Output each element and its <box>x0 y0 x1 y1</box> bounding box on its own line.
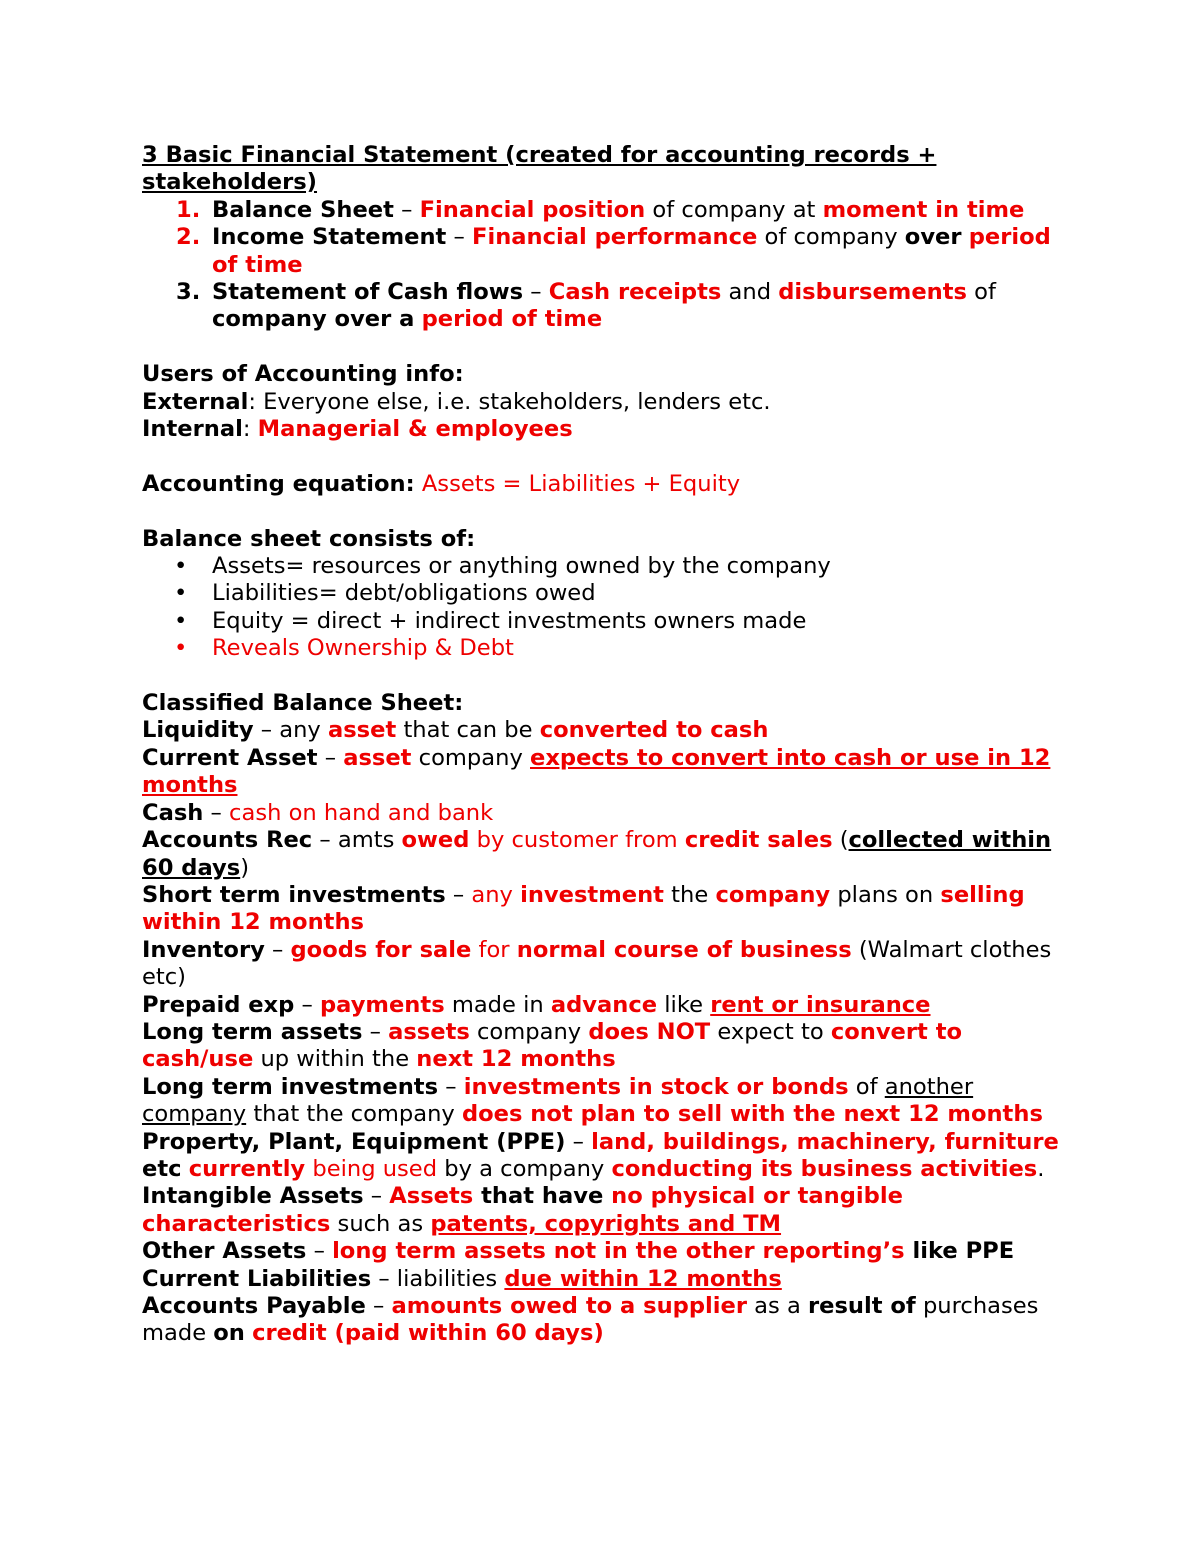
paragraph <box>142 690 1072 717</box>
highlighted-text: disbursements <box>778 279 967 306</box>
highlighted-text: assets <box>388 1018 470 1045</box>
blank-line <box>142 663 1072 690</box>
paragraph <box>142 1183 1072 1238</box>
highlighted-text: period of time <box>212 224 1051 278</box>
balance-sheet-bullets <box>142 553 1072 663</box>
highlighted-text: expects to convert into cash or use in 12 months <box>142 744 1051 799</box>
text-run: Equity = direct + indirect investments owners made <box>212 607 807 634</box>
bold-term: like PPE <box>904 1238 1015 1265</box>
bullet-icon: • <box>174 607 188 634</box>
highlighted-text: normal course of business <box>516 936 852 963</box>
highlighted-text: credit (paid within 60 days) <box>252 1320 604 1347</box>
highlighted-text: asset <box>327 717 397 744</box>
bullet-icon: • <box>174 580 188 607</box>
highlighted-text: Assets = Liabilities + Equity <box>421 470 741 497</box>
paragraph <box>142 471 1072 498</box>
text-run: made in <box>444 991 551 1018</box>
highlighted-text: credit sales <box>684 827 833 854</box>
text-run: Assets= resources or anything owned by the company <box>212 553 831 580</box>
paragraph <box>142 827 1072 882</box>
text-run: – <box>438 1073 464 1100</box>
bold-term: result of <box>808 1293 916 1319</box>
paragraph <box>142 416 1072 443</box>
highlighted-text: amounts owed to a supplier <box>391 1293 747 1319</box>
highlighted-text: no physical or tangible characteristics <box>142 1183 903 1237</box>
bold-term: Cash <box>142 799 204 826</box>
bold-term: Income Statement <box>212 224 447 251</box>
text-run: – <box>363 1183 390 1210</box>
bold-term: Other Assets <box>142 1238 307 1265</box>
bold-term: External <box>142 388 249 415</box>
text-run: that the company <box>246 1101 462 1128</box>
highlighted-text: next 12 months <box>416 1046 616 1073</box>
highlighted-text: selling within 12 months <box>142 881 1025 936</box>
highlighted-text: moment in time <box>822 196 1025 223</box>
text-run: – <box>393 196 420 223</box>
paragraph <box>142 1238 1072 1265</box>
bullet-icon: • <box>174 635 188 662</box>
text-run: – <box>523 279 549 306</box>
text-run: like <box>657 991 711 1018</box>
text-run <box>182 1156 189 1182</box>
paragraph <box>142 937 1072 992</box>
highlighted-text: Financial performance <box>472 224 758 251</box>
text-run: of <box>966 279 996 306</box>
text-run: – <box>565 1128 592 1155</box>
highlighted-text: Assets <box>389 1183 474 1210</box>
bold-term: Liquidity <box>142 717 254 744</box>
bold-term: Users of Accounting info: <box>142 361 464 388</box>
highlighted-text: for <box>471 936 517 963</box>
text-run: . <box>1037 1155 1045 1182</box>
list-item <box>142 279 1072 334</box>
text-run: up within the <box>253 1046 417 1073</box>
document-body <box>142 142 1072 1348</box>
text-run: Liabilities= debt/obligations owed <box>212 580 596 607</box>
highlighted-text: being used <box>305 1155 438 1182</box>
highlighted-text: land, buildings, machinery, furniture <box>591 1128 1059 1155</box>
text-run: – amts <box>312 827 402 854</box>
bold-term: over <box>904 224 962 251</box>
highlighted-text: owed <box>401 827 470 854</box>
bold-term: Classified Balance Sheet: <box>142 690 464 717</box>
text-run <box>415 471 422 497</box>
bold-term: 3 Basic Financial Statement (created for accounting records + stakeholders) <box>142 142 937 196</box>
highlighted-text: period of time <box>421 306 603 333</box>
text-run: : <box>242 416 258 443</box>
highlighted-text: Reveals Ownership & Debt <box>212 635 514 662</box>
bold-term: Inventory <box>142 936 265 963</box>
text-run: – <box>203 799 230 826</box>
bold-term: company over a <box>212 306 415 333</box>
text-run: – <box>362 1018 389 1045</box>
bold-term: Statement of Cash flows <box>212 279 524 306</box>
text-run <box>414 306 421 332</box>
highlighted-text: conducting its business activities <box>611 1155 1038 1182</box>
list-number: 3. <box>176 279 201 306</box>
bold-term: Long term investments <box>142 1073 439 1100</box>
text-run: another company <box>142 1073 974 1128</box>
bold-term: Internal <box>142 416 243 443</box>
highlighted-text: rent or insurance <box>710 991 931 1018</box>
list-item <box>142 197 1072 224</box>
bold-term: collected within 60 days <box>142 827 1052 881</box>
text-run: – <box>446 224 473 251</box>
bold-term: Balance Sheet <box>212 196 394 223</box>
text-run: : Everyone else, i.e. stakeholders, lenders etc. <box>248 388 771 415</box>
bold-term: Accounts Payable <box>142 1293 366 1319</box>
text-run: expect to <box>710 1018 831 1045</box>
bold-term: Accounts Rec <box>142 827 313 854</box>
highlighted-text: Financial position <box>419 196 646 223</box>
highlighted-text: payments <box>319 991 445 1018</box>
text-run: of <box>848 1073 885 1100</box>
text-run: – liabilities <box>371 1265 505 1292</box>
bold-term: on <box>213 1320 245 1347</box>
highlighted-text: investments in stock or bonds <box>463 1073 849 1100</box>
highlighted-text: converted to cash <box>539 717 769 744</box>
basic-statements-list <box>142 197 1072 334</box>
paragraph <box>142 389 1072 416</box>
highlighted-text: convert to cash/use <box>142 1018 963 1073</box>
highlighted-text: patents, copyrights and TM <box>430 1210 782 1237</box>
bold-term: Current Asset <box>142 744 318 771</box>
highlighted-text: does NOT <box>588 1018 711 1045</box>
text-run <box>245 1320 252 1346</box>
text-run: that can be <box>396 717 540 744</box>
text-run: and <box>721 279 779 306</box>
bold-term: Current Liabilities <box>142 1265 372 1292</box>
highlighted-text: cash on hand and bank <box>229 799 494 826</box>
section-heading <box>142 142 1072 197</box>
highlighted-text: Cash receipts <box>548 279 722 306</box>
bold-term: Property, Plant, Equipment (PPE) <box>142 1128 566 1155</box>
bold-term: Balance sheet consists of: <box>142 525 476 552</box>
text-run: – <box>317 744 344 771</box>
highlighted-text: investment <box>520 881 664 908</box>
paragraph <box>142 1266 1072 1293</box>
text-run: such as <box>330 1210 431 1237</box>
highlighted-text: asset <box>343 744 412 771</box>
highlighted-text: goods for sale <box>290 936 472 963</box>
bold-term: Accounting equation: <box>142 470 415 497</box>
highlighted-text: company <box>715 881 831 908</box>
text-run: – <box>306 1238 333 1265</box>
text-run: – any <box>253 717 328 744</box>
paragraph <box>142 1019 1072 1074</box>
paragraph <box>142 1074 1072 1129</box>
bold-term: Short term investments <box>142 881 446 908</box>
text-run: the <box>663 881 716 908</box>
list-item <box>142 608 1072 635</box>
list-number: 2. <box>176 224 201 251</box>
text-run: (Walmart clothes etc) <box>142 936 1052 991</box>
text-run: ( <box>832 827 849 854</box>
paragraph <box>142 1293 1072 1348</box>
text-run: company <box>411 744 530 771</box>
text-run: – <box>294 991 320 1018</box>
paragraph <box>142 882 1072 937</box>
paragraph <box>142 1129 1072 1184</box>
bullet-icon: • <box>174 553 188 580</box>
highlighted-text: by customer from <box>469 827 685 854</box>
highlighted-text: long term assets not in the other reporting’s <box>332 1238 905 1265</box>
list-item <box>142 224 1072 279</box>
highlighted-text: Managerial & employees <box>257 416 573 443</box>
paragraph <box>142 717 1072 744</box>
highlighted-text: due within 12 months <box>504 1265 782 1292</box>
text-run: ) <box>240 854 250 881</box>
text-run: by a company <box>437 1155 612 1182</box>
bold-term: Prepaid exp <box>142 991 295 1018</box>
text-run: company <box>469 1018 589 1045</box>
highlighted-text: does not plan to sell with the next 12 months <box>461 1101 1043 1128</box>
paragraph <box>142 745 1072 800</box>
text-run: as a <box>746 1293 808 1319</box>
list-item <box>142 553 1072 580</box>
highlighted-text: currently <box>188 1155 306 1182</box>
highlighted-text: advance <box>550 991 658 1018</box>
text-run: plans on <box>830 881 941 908</box>
list-item <box>142 580 1072 607</box>
paragraph <box>142 361 1072 388</box>
highlighted-text: any <box>471 881 521 908</box>
blank-line <box>142 443 1072 470</box>
paragraph <box>142 526 1072 553</box>
text-run: – <box>264 936 291 963</box>
text-run: purchases made <box>142 1293 1039 1347</box>
text-run: of company <box>757 224 905 251</box>
bold-term: that have <box>473 1183 612 1210</box>
text-run: of company at <box>645 196 823 223</box>
list-number: 1. <box>176 196 201 223</box>
paragraph <box>142 992 1072 1019</box>
bold-term: etc <box>142 1155 182 1182</box>
text-run: – <box>445 881 472 908</box>
list-item <box>142 635 1072 662</box>
paragraph <box>142 800 1072 827</box>
bold-term: Intangible Assets <box>142 1183 364 1210</box>
text-run <box>962 224 969 250</box>
bold-term: Long term assets <box>142 1018 363 1045</box>
blank-line <box>142 498 1072 525</box>
blank-line <box>142 334 1072 361</box>
text-run: – <box>365 1293 392 1319</box>
